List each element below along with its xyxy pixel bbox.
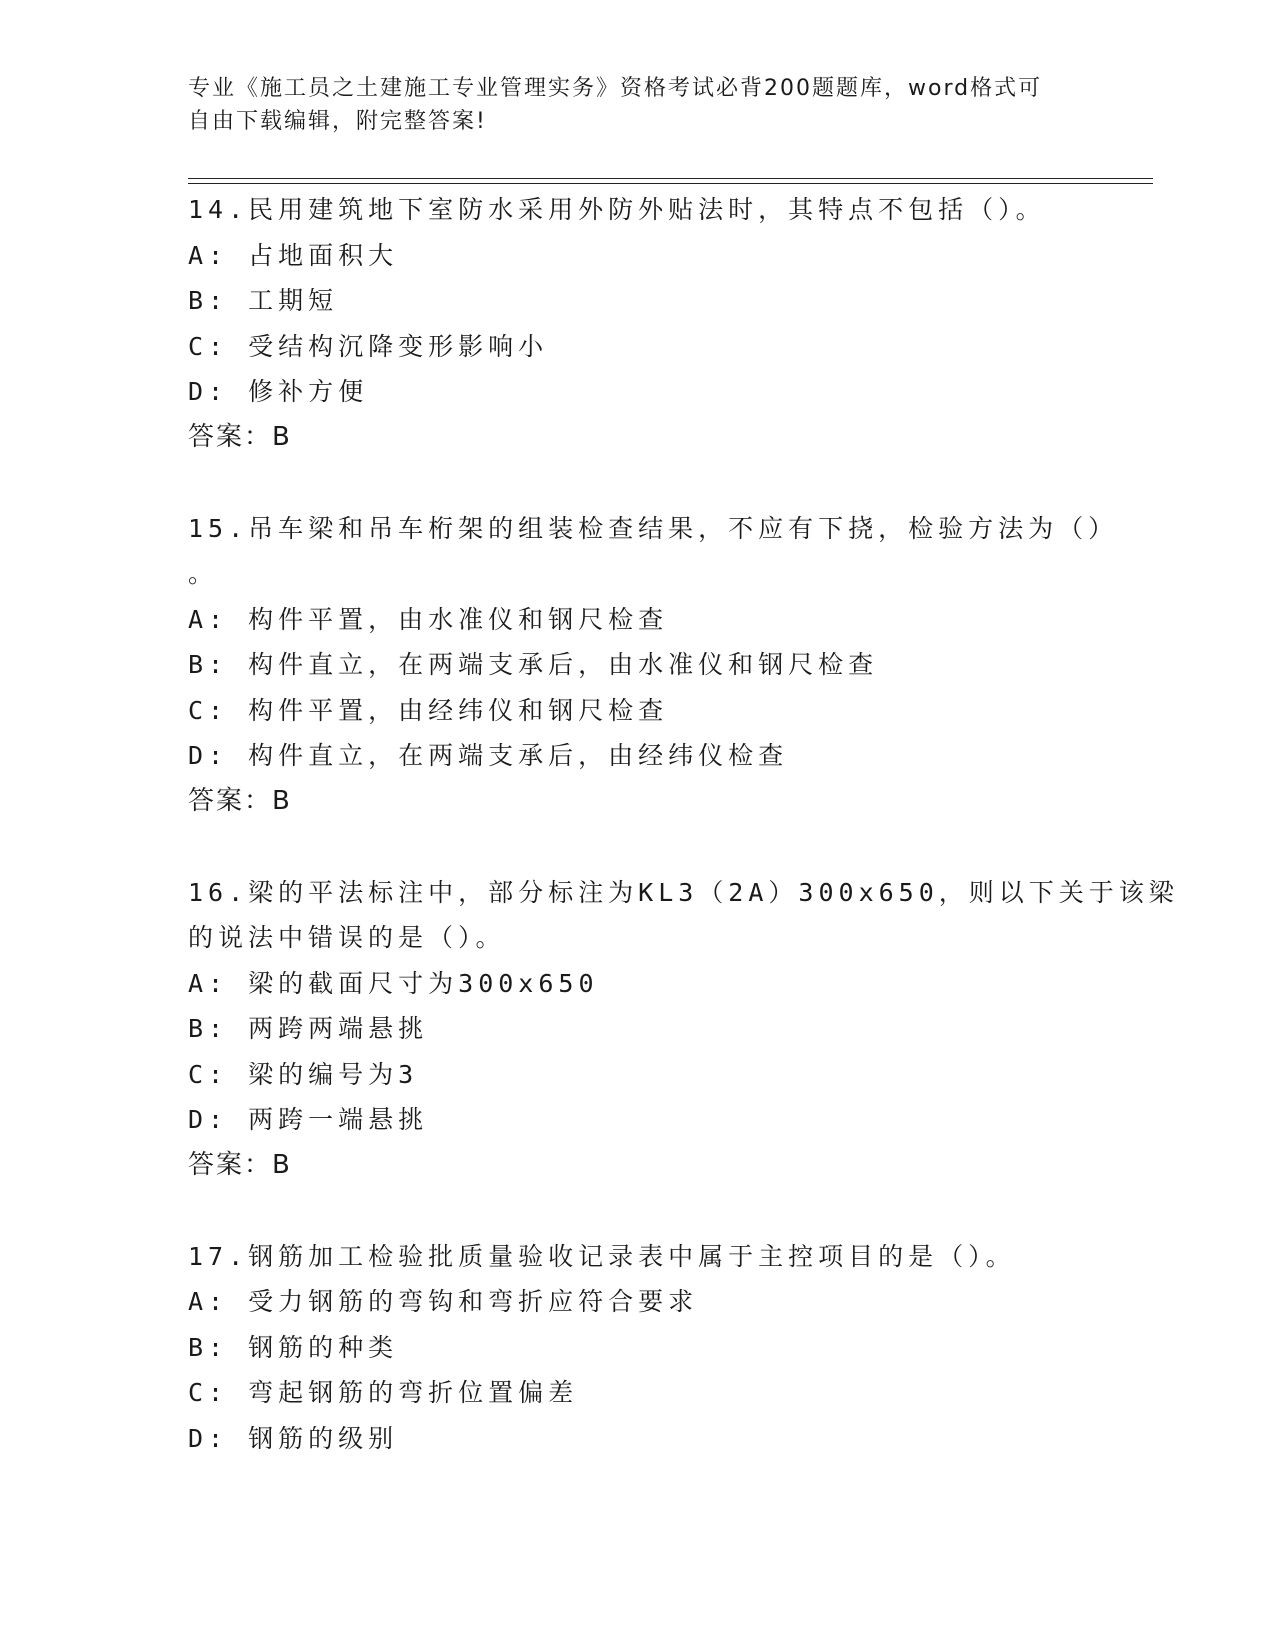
option-d: D: 两跨一端悬挑 — [188, 1105, 429, 1134]
question-14 — [188, 187, 1088, 460]
spacer — [188, 460, 1088, 506]
option-b: B: 构件直立，在两端支承后，由水准仪和钢尺检查 — [188, 650, 879, 679]
option-c: C: 梁的编号为3 — [188, 1059, 419, 1089]
option-a: A: 占地面积大 — [188, 240, 399, 270]
question-15 — [188, 506, 1119, 825]
spacer — [188, 1188, 1088, 1234]
answer-line: 答案：B — [188, 785, 292, 816]
question-16 — [188, 870, 1179, 1189]
question-stem: 14.民用建筑地下室防水采用外防外贴法时，其特点不包括（）。 — [188, 195, 1046, 224]
option-c: C: 受结构沉降变形影响小 — [188, 331, 549, 361]
question-list — [188, 187, 1179, 1461]
question-stem: 15.吊车梁和吊车桁架的组装检查结果，不应有下挠，检验方法为（） — [188, 513, 1119, 543]
question-stem: 16.梁的平法标注中，部分标注为KL3（2A）300x650，则以下关于该梁 — [188, 877, 1179, 907]
option-c: C: 弯起钢筋的弯折位置偏差 — [188, 1378, 579, 1407]
document-header — [188, 72, 1088, 138]
option-d: D: 修补方便 — [188, 377, 369, 406]
answer-line: 答案：B — [188, 1149, 292, 1180]
option-a: A: 构件平置，由水准仪和钢尺检查 — [188, 604, 669, 634]
option-d: D: 钢筋的级别 — [188, 1423, 399, 1453]
header-line-1: 专业《施工员之土建施工专业管理实务》资格考试必背200题题库，word格式可 — [188, 76, 1043, 101]
option-a: A: 梁的截面尺寸为300x650 — [188, 968, 599, 998]
question-stem: 17.钢筋加工检验批质量验收记录表中属于主控项目的是（）。 — [188, 1241, 1016, 1271]
question-stem-continued: 。 — [188, 559, 219, 588]
answer-line: 答案：B — [188, 421, 292, 452]
option-b: B: 工期短 — [188, 286, 339, 315]
option-b: B: 钢筋的种类 — [188, 1332, 399, 1362]
question-17 — [188, 1234, 1088, 1462]
option-d: D: 构件直立，在两端支承后，由经纬仪检查 — [188, 741, 789, 770]
header-divider-bottom — [188, 183, 1153, 184]
spacer — [188, 824, 1088, 870]
header-line-2: 自由下载编辑，附完整答案! — [188, 109, 487, 134]
header-divider-top — [188, 178, 1153, 179]
question-stem-continued: 的说法中错误的是（）。 — [188, 923, 506, 952]
option-b: B: 两跨两端悬挑 — [188, 1014, 429, 1043]
option-a: A: 受力钢筋的弯钩和弯折应符合要求 — [188, 1287, 699, 1316]
option-c: C: 构件平置，由经纬仪和钢尺检查 — [188, 695, 669, 725]
